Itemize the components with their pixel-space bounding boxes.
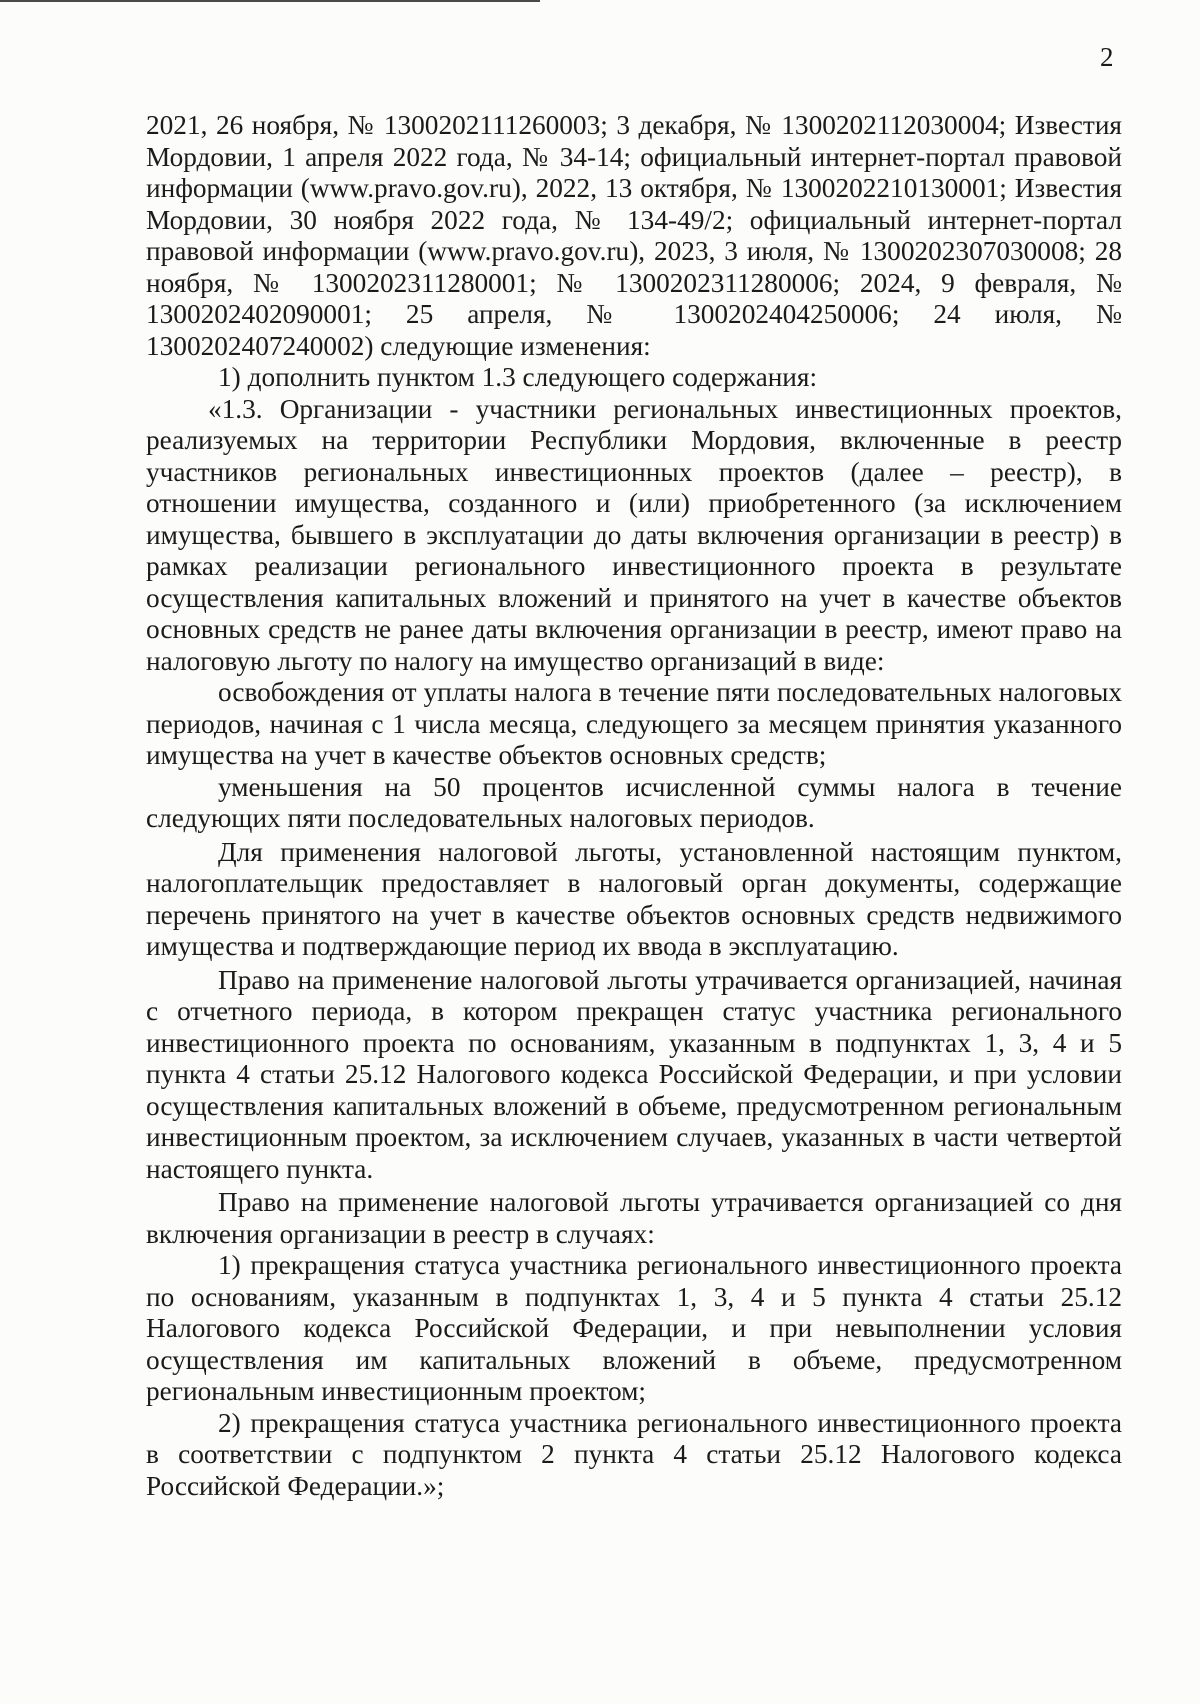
paragraph-loss-of-right: Право на применение налоговой льготы утрачивается организацией, начиная с отчетного периода, в котором прекращен статус участника регионального инвестиционного проекта по основаниям, указанным в подпунктах 1, 3, 4 и 5 пункта 4 статьи 25.12 Налогового кодекса Российской Федерации, и при условии осуществления капитальных вложений в объеме, предусмотренном региональным инвестиционным проектом, за исключением случаев, указанных в части четвертой настоящего пункта. [146, 964, 1122, 1184]
paragraph-loss-cases: Право на применение налоговой льготы утрачивается организацией со дня включения организации в реестр в случаях: [146, 1187, 1122, 1249]
paragraph-case-1: 1) прекращения статуса участника регионального инвестиционного проекта по основаниям, указанным в подпунктах 1, 3, 4 и 5 пункта 4 статьи 25.12 Налогового кодекса Российской Федерации, и при невыполнении условия осуществления им капитальных вложений в объеме, предусмотренном региональным инвестиционным проектом; [146, 1250, 1122, 1406]
page-number: 2 [1100, 42, 1114, 72]
document-body [146, 110, 1122, 1502]
paragraph-publication-list: 2021, 26 ноября, № 1300202111260003; 3 декабря, № 1300202112030004; Известия Мордовии, 1 апреля 2022 года, № 34-14; официальный интернет-портал правовой информации (www.pravo.gov.ru), 2022, 13 октября, № 1300202210130001; Известия Мордовии, 30 ноября 2022 года, № 134-49/2; официальный интернет-портал правовой информации (www.pravo.gov.ru), 2023, 3 июля, № 1300202307030008; 28 ноября, № 1300202311280001; № 1300202311280006; 2024, 9 февраля, № 1300202402090001; 25 апреля, № 1300202404250006; 24 июля, № 1300202407240002) следующие изменения: [146, 110, 1122, 361]
paragraph-documents: Для применения налоговой льготы, установленной настоящим пунктом, налогоплательщик предоставляет в налоговый орган документы, содержащие перечень принятого на учет в качестве объектов основных средств недвижимого имущества и подтверждающие период их ввода в эксплуатацию. [146, 836, 1122, 961]
paragraph-clause-1-3: «1.3. Организации - участники региональных инвестиционных проектов, реализуемых на территории Республики Мордовия, включенные в реестр участников региональных инвестиционных проектов (далее – реестр), в отношении имущества, созданного и (или) приобретенного (за исключением имущества, бывшего в эксплуатации до даты включения организации в реестр) в рамках реализации регионального инвестиционного проекта в результате осуществления капитальных вложений и принятого на учет в качестве объектов основных средств не ранее даты включения организации в реестр, имеют право на налоговую льготу по налогу на имущество организаций в виде: [146, 393, 1122, 676]
paragraph-case-2: 2) прекращения статуса участника регионального инвестиционного проекта в соответствии с подпунктом 2 пункта 4 статьи 25.12 Налогового кодекса Российской Федерации.»; [146, 1407, 1122, 1501]
paragraph-item-1: 1) дополнить пунктом 1.3 следующего содержания: [218, 362, 818, 392]
top-rule [0, 0, 540, 2]
paragraph-reduction: уменьшения на 50 процентов исчисленной суммы налога в течение следующих пяти последовательных налоговых периодов. [146, 771, 1122, 833]
paragraph-exemption: освобождения от уплаты налога в течение пяти последовательных налоговых периодов, начиная с 1 числа месяца, следующего за месяцем принятия указанного имущества на учет в качестве объектов основных средств; [146, 677, 1122, 770]
